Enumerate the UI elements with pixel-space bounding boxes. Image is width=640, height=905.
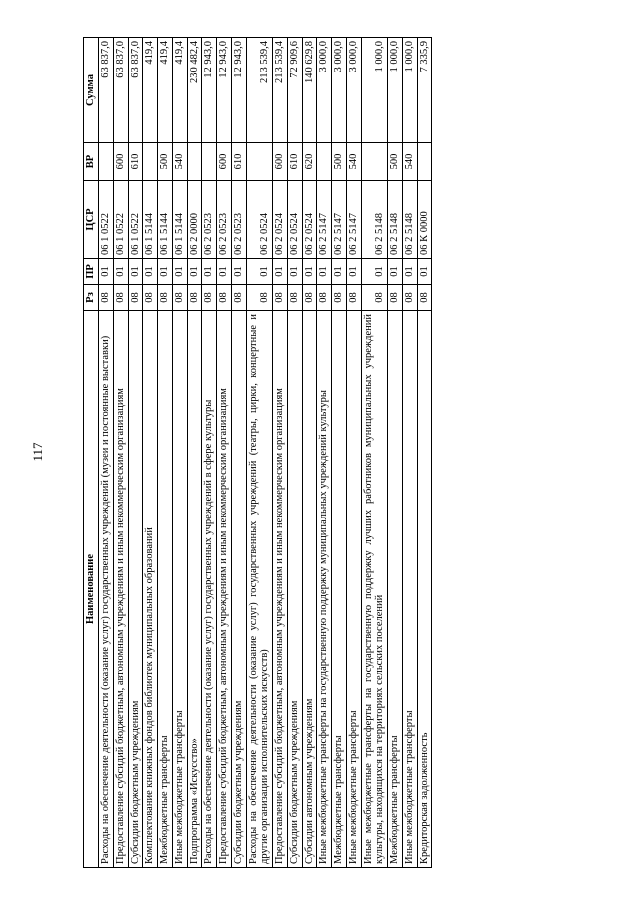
table-row bbox=[128, 38, 143, 868]
table-body bbox=[99, 38, 432, 868]
cell-sum: 63 837,0 bbox=[128, 38, 143, 143]
page-number: 117 bbox=[30, 442, 45, 462]
cell-vr: 600 bbox=[217, 143, 232, 181]
budget-table bbox=[83, 37, 432, 868]
cell-csr: 06 1 5144 bbox=[143, 181, 158, 259]
cell-vr bbox=[202, 143, 217, 181]
cell-pr: 01 bbox=[202, 259, 217, 285]
cell-name: Предоставление субсидий бюджетным, автономным учреждениям и иным некоммерческим организациям bbox=[113, 311, 128, 868]
cell-rz: 08 bbox=[113, 285, 128, 311]
cell-csr: 06 2 0524 bbox=[273, 181, 288, 259]
cell-vr: 600 bbox=[113, 143, 128, 181]
cell-csr: 06 1 0522 bbox=[128, 181, 143, 259]
cell-vr: 500 bbox=[158, 143, 173, 181]
cell-vr: 620 bbox=[302, 143, 317, 181]
cell-pr: 01 bbox=[187, 259, 202, 285]
cell-rz: 08 bbox=[273, 285, 288, 311]
cell-vr: 500 bbox=[388, 143, 403, 181]
table-row bbox=[332, 38, 347, 868]
cell-sum: 419,4 bbox=[158, 38, 173, 143]
cell-rz: 08 bbox=[202, 285, 217, 311]
cell-name: Субсидии бюджетным учреждениям bbox=[128, 311, 143, 868]
table-row bbox=[388, 38, 403, 868]
cell-csr: 06 1 5144 bbox=[158, 181, 173, 259]
cell-pr: 01 bbox=[287, 259, 302, 285]
cell-rz: 08 bbox=[99, 285, 114, 311]
table-row bbox=[317, 38, 332, 868]
cell-vr bbox=[187, 143, 202, 181]
header-sum: Сумма bbox=[84, 38, 99, 143]
cell-sum: 1 000,0 bbox=[402, 38, 417, 143]
cell-sum: 419,4 bbox=[172, 38, 187, 143]
table-row bbox=[402, 38, 417, 868]
cell-rz: 08 bbox=[402, 285, 417, 311]
table-row bbox=[417, 38, 432, 868]
cell-sum: 3 000,0 bbox=[317, 38, 332, 143]
cell-vr bbox=[361, 143, 388, 181]
cell-pr: 01 bbox=[246, 259, 273, 285]
table-header-row bbox=[84, 38, 99, 868]
cell-pr: 01 bbox=[143, 259, 158, 285]
cell-vr: 540 bbox=[172, 143, 187, 181]
rotated-table-container bbox=[83, 38, 533, 868]
cell-vr: 500 bbox=[332, 143, 347, 181]
cell-vr: 600 bbox=[273, 143, 288, 181]
cell-csr: 06 2 5148 bbox=[361, 181, 388, 259]
header-vr: ВР bbox=[84, 143, 99, 181]
cell-csr: 06 2 0524 bbox=[287, 181, 302, 259]
table-row bbox=[113, 38, 128, 868]
cell-pr: 01 bbox=[332, 259, 347, 285]
cell-vr: 540 bbox=[402, 143, 417, 181]
cell-sum: 230 482,4 bbox=[187, 38, 202, 143]
cell-rz: 08 bbox=[317, 285, 332, 311]
table-row bbox=[187, 38, 202, 868]
cell-csr: 06 2 5148 bbox=[402, 181, 417, 259]
cell-name: Иные межбюджетные трансферты bbox=[402, 311, 417, 868]
cell-name: Расходы на обеспечение деятельности (оказание услуг) государственных учреждений в сфере культуры bbox=[202, 311, 217, 868]
cell-name: Комплектование книжных фондов библиотек муниципальных образований bbox=[143, 311, 158, 868]
table-row bbox=[361, 38, 388, 868]
header-pr: ПР bbox=[84, 259, 99, 285]
cell-pr: 01 bbox=[361, 259, 388, 285]
cell-vr: 610 bbox=[231, 143, 246, 181]
cell-pr: 01 bbox=[158, 259, 173, 285]
cell-csr: 06 2 0524 bbox=[246, 181, 273, 259]
cell-vr: 610 bbox=[287, 143, 302, 181]
cell-sum: 1 000,0 bbox=[361, 38, 388, 143]
cell-rz: 08 bbox=[361, 285, 388, 311]
cell-sum: 213 539,4 bbox=[273, 38, 288, 143]
cell-vr bbox=[317, 143, 332, 181]
cell-sum: 419,4 bbox=[143, 38, 158, 143]
cell-csr: 06 2 0523 bbox=[217, 181, 232, 259]
cell-pr: 01 bbox=[231, 259, 246, 285]
cell-name: Предоставление субсидий бюджетным, автономным учреждениям и иным некоммерческим организациям bbox=[217, 311, 232, 868]
cell-sum: 3 000,0 bbox=[332, 38, 347, 143]
cell-vr bbox=[99, 143, 114, 181]
cell-name: Межбюджетные трансферты bbox=[332, 311, 347, 868]
cell-rz: 08 bbox=[231, 285, 246, 311]
cell-csr: 06 2 0000 bbox=[187, 181, 202, 259]
cell-rz: 08 bbox=[302, 285, 317, 311]
cell-sum: 12 943,0 bbox=[217, 38, 232, 143]
cell-pr: 01 bbox=[113, 259, 128, 285]
cell-vr bbox=[246, 143, 273, 181]
cell-name: Межбюджетные трансферты bbox=[158, 311, 173, 868]
cell-pr: 01 bbox=[302, 259, 317, 285]
cell-rz: 08 bbox=[388, 285, 403, 311]
table-row bbox=[246, 38, 273, 868]
table-row bbox=[202, 38, 217, 868]
cell-rz: 08 bbox=[143, 285, 158, 311]
cell-rz: 08 bbox=[128, 285, 143, 311]
cell-name: Предоставление субсидий бюджетным, автономным учреждениям и иным некоммерческим организациям bbox=[273, 311, 288, 868]
table-row bbox=[172, 38, 187, 868]
cell-pr: 01 bbox=[402, 259, 417, 285]
header-rz: Рз bbox=[84, 285, 99, 311]
cell-csr: 06 2 0524 bbox=[302, 181, 317, 259]
cell-sum: 12 943,0 bbox=[231, 38, 246, 143]
header-csr: ЦСР bbox=[84, 181, 99, 259]
cell-csr: 06 1 0522 bbox=[99, 181, 114, 259]
table-row bbox=[217, 38, 232, 868]
cell-pr: 01 bbox=[99, 259, 114, 285]
cell-rz: 08 bbox=[287, 285, 302, 311]
cell-vr bbox=[143, 143, 158, 181]
cell-rz: 08 bbox=[187, 285, 202, 311]
cell-csr: 06 К 0000 bbox=[417, 181, 432, 259]
cell-name: Субсидии бюджетным учреждениям bbox=[231, 311, 246, 868]
cell-name: Расходы на обеспечение деятельности (оказание услуг) государственных учреждений (музеи и постоянные выставки) bbox=[99, 311, 114, 868]
cell-vr: 540 bbox=[346, 143, 361, 181]
cell-rz: 08 bbox=[217, 285, 232, 311]
table-row bbox=[143, 38, 158, 868]
cell-rz: 08 bbox=[246, 285, 273, 311]
cell-name: Кредиторская задолженность bbox=[417, 311, 432, 868]
cell-pr: 01 bbox=[273, 259, 288, 285]
cell-csr: 06 2 5147 bbox=[317, 181, 332, 259]
cell-csr: 06 1 5144 bbox=[172, 181, 187, 259]
cell-csr: 06 1 0522 bbox=[113, 181, 128, 259]
cell-name: Иные межбюджетные трансферты bbox=[346, 311, 361, 868]
cell-name: Межбюджетные трансферты bbox=[388, 311, 403, 868]
table-row bbox=[231, 38, 246, 868]
cell-name: Подпрограмма «Искусство» bbox=[187, 311, 202, 868]
cell-pr: 01 bbox=[417, 259, 432, 285]
cell-sum: 3 000,0 bbox=[346, 38, 361, 143]
table-row bbox=[302, 38, 317, 868]
cell-name: Субсидии бюджетным учреждениям bbox=[287, 311, 302, 868]
cell-rz: 08 bbox=[172, 285, 187, 311]
cell-vr bbox=[417, 143, 432, 181]
cell-rz: 08 bbox=[417, 285, 432, 311]
cell-rz: 08 bbox=[332, 285, 347, 311]
cell-sum: 72 909,6 bbox=[287, 38, 302, 143]
table-row bbox=[273, 38, 288, 868]
table-row bbox=[99, 38, 114, 868]
cell-name: Расходы на обеспечение деятельности (оказание услуг) государственных учреждений (театры, цирки, концертные и другие организации исполнительских искусств) bbox=[246, 311, 273, 868]
cell-sum: 213 539,4 bbox=[246, 38, 273, 143]
cell-name: Иные межбюджетные трансферты bbox=[172, 311, 187, 868]
cell-sum: 63 837,0 bbox=[99, 38, 114, 143]
cell-rz: 08 bbox=[346, 285, 361, 311]
table-row bbox=[287, 38, 302, 868]
cell-pr: 01 bbox=[346, 259, 361, 285]
header-name: Наименование bbox=[84, 311, 99, 868]
cell-name: Иные межбюджетные трансферты на государственную поддержку муниципальных учреждений культуры bbox=[317, 311, 332, 868]
cell-csr: 06 2 0523 bbox=[231, 181, 246, 259]
cell-sum: 1 000,0 bbox=[388, 38, 403, 143]
cell-name: Иные межбюджетные трансферты на государственную поддержку лучших работников муниципальных учреждений культуры, находящихся на территориях сельских поселений bbox=[361, 311, 388, 868]
table-row bbox=[158, 38, 173, 868]
cell-sum: 7 335,9 bbox=[417, 38, 432, 143]
cell-pr: 01 bbox=[172, 259, 187, 285]
cell-csr: 06 2 5148 bbox=[388, 181, 403, 259]
cell-pr: 01 bbox=[388, 259, 403, 285]
table-row bbox=[346, 38, 361, 868]
cell-sum: 63 837,0 bbox=[113, 38, 128, 143]
cell-vr: 610 bbox=[128, 143, 143, 181]
cell-pr: 01 bbox=[128, 259, 143, 285]
cell-sum: 12 943,0 bbox=[202, 38, 217, 143]
cell-rz: 08 bbox=[158, 285, 173, 311]
cell-csr: 06 2 5147 bbox=[332, 181, 347, 259]
cell-name: Субсидии автономным учреждениям bbox=[302, 311, 317, 868]
cell-csr: 06 2 0523 bbox=[202, 181, 217, 259]
cell-pr: 01 bbox=[217, 259, 232, 285]
cell-pr: 01 bbox=[317, 259, 332, 285]
cell-sum: 140 629,8 bbox=[302, 38, 317, 143]
cell-csr: 06 2 5147 bbox=[346, 181, 361, 259]
